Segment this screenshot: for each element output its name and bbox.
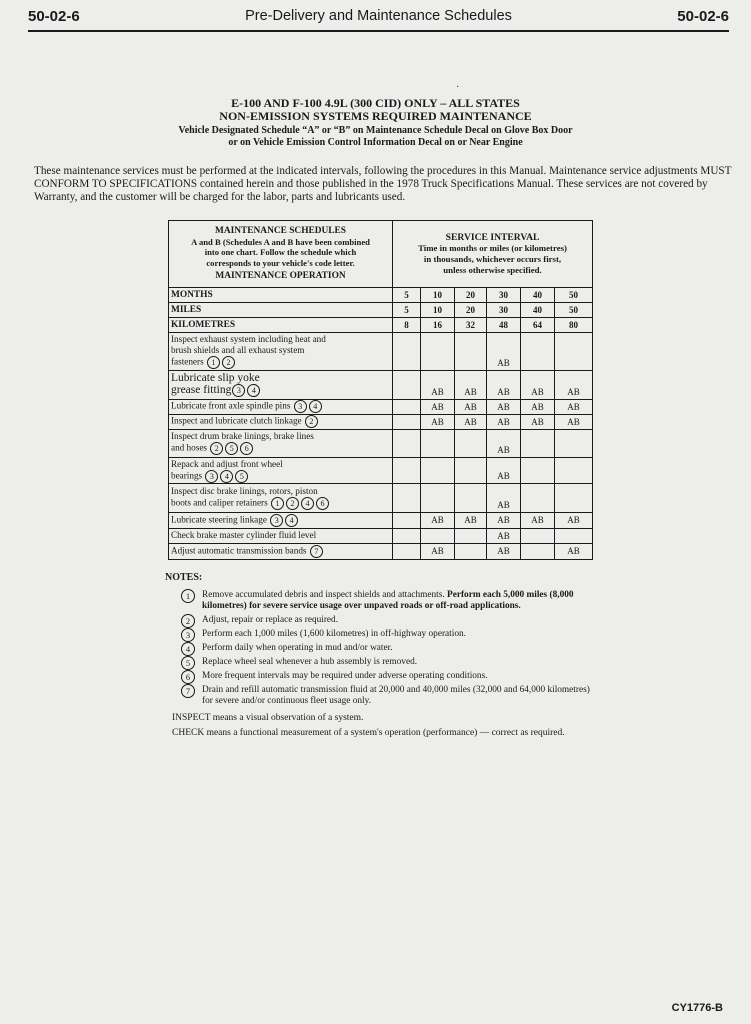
interval-cell — [555, 484, 593, 512]
table-row — [169, 458, 593, 484]
interval-cell: AB — [421, 371, 455, 399]
section-title: Pre-Delivery and Maintenance Schedules — [245, 8, 512, 24]
operation-text: Adjust automatic transmission bands — [171, 545, 307, 556]
operation-text: brush shields and all exhaust system — [171, 345, 305, 356]
note-number: 5 — [181, 656, 195, 670]
operation-text: Inspect and lubricate clutch linkage — [171, 415, 302, 426]
months-value: 10 — [421, 287, 455, 302]
stray-mark: · — [456, 82, 460, 93]
kilometres-value: 16 — [421, 317, 455, 332]
note-number: 4 — [181, 642, 195, 656]
note-ref: 1 — [207, 356, 220, 369]
note-text: More frequent intervals may be required under adverse operating conditions. — [202, 671, 488, 681]
months-value: 40 — [521, 287, 555, 302]
schedule-header-line: MAINTENANCE SCHEDULES — [214, 226, 346, 237]
kilometres-value: 64 — [521, 317, 555, 332]
interval-cell: AB — [555, 512, 593, 528]
operation-cell — [169, 512, 393, 528]
definitions — [172, 713, 602, 742]
interval-cell: AB — [487, 528, 521, 543]
interval-cell: AB — [521, 371, 555, 399]
document-title — [0, 97, 751, 149]
table-row — [169, 371, 593, 399]
interval-cell — [393, 484, 421, 512]
interval-header-line: SERVICE INTERVAL — [445, 231, 540, 243]
interval-cell: AB — [487, 458, 521, 484]
note-ref: 6 — [316, 497, 329, 510]
note-ref: 5 — [235, 470, 248, 483]
interval-cell: AB — [555, 543, 593, 559]
interval-header-cell — [393, 221, 593, 288]
interval-cell — [521, 543, 555, 559]
operation-cell — [169, 458, 393, 484]
note-ref: 6 — [240, 442, 253, 455]
note-item — [180, 671, 600, 682]
note-item — [180, 590, 600, 612]
note-ref: 4 — [301, 497, 314, 510]
notes-list — [180, 590, 600, 710]
operation-text: Lubricate front axle spindle pins — [171, 400, 291, 411]
miles-value: 30 — [487, 302, 521, 317]
interval-cell — [555, 528, 593, 543]
interval-cell — [393, 371, 421, 399]
schedule-header-line: A and B (Schedules A and B have been combined — [191, 236, 370, 247]
interval-cell: AB — [487, 512, 521, 528]
operation-cell — [169, 399, 393, 414]
note-ref: 7 — [310, 545, 323, 558]
interval-cell: AB — [521, 414, 555, 429]
kilometres-label: KILOMETRES — [169, 317, 393, 332]
interval-cell — [393, 399, 421, 414]
kilometres-value: 32 — [455, 317, 487, 332]
interval-cell — [421, 528, 455, 543]
interval-cell: AB — [487, 543, 521, 559]
miles-value: 10 — [421, 302, 455, 317]
note-item — [180, 629, 600, 640]
table-row — [169, 332, 593, 370]
note-ref: 3 — [232, 384, 245, 397]
interval-cell — [555, 332, 593, 370]
note-number: 3 — [181, 628, 195, 642]
miles-value: 50 — [555, 302, 593, 317]
operation-text: Inspect disc brake linings, rotors, piston — [171, 485, 318, 496]
table-row — [169, 484, 593, 512]
interval-cell: AB — [555, 371, 593, 399]
interval-cell — [555, 429, 593, 457]
operation-text: Lubricate slip yoke — [171, 372, 260, 385]
kilometres-value: 80 — [555, 317, 593, 332]
interval-cell — [455, 332, 487, 370]
operation-cell — [169, 429, 393, 457]
interval-cell: AB — [421, 543, 455, 559]
note-number: 2 — [181, 614, 195, 628]
interval-cell — [455, 543, 487, 559]
note-ref: 3 — [294, 400, 307, 413]
operation-cell — [169, 543, 393, 559]
miles-label: MILES — [169, 302, 393, 317]
interval-cell — [421, 458, 455, 484]
kilometres-value: 8 — [393, 317, 421, 332]
months-value: 30 — [487, 287, 521, 302]
interval-cell: AB — [455, 399, 487, 414]
interval-cell — [521, 429, 555, 457]
interval-cell: AB — [421, 399, 455, 414]
page-number-right: 50-02-6 — [677, 8, 729, 25]
table-row — [169, 512, 593, 528]
interval-cell — [393, 458, 421, 484]
intro-paragraph: These maintenance services must be performed at the indicated intervals, following the procedures in this Manual. Maintenance service adjustments MUST CONFORM TO SPECIFICATIONS contained herein and those published in the 1978 Truck Specifications Manual. These services are not covered by Warranty, and the customer will be charged for the labor, parts and lubricants used. — [34, 165, 732, 203]
title-line-4: or on Vehicle Emission Control Information Decal on or Near Engine — [228, 137, 523, 148]
note-ref: 2 — [222, 356, 235, 369]
interval-cell — [455, 458, 487, 484]
kilometres-value: 48 — [487, 317, 521, 332]
interval-cell: AB — [487, 429, 521, 457]
operation-cell — [169, 484, 393, 512]
note-ref: 3 — [205, 470, 218, 483]
page-number-left: 50-02-6 — [28, 8, 80, 25]
interval-cell — [393, 543, 421, 559]
note-text: Remove accumulated debris and inspect shields and attachments. — [202, 590, 448, 600]
operation-text: grease fitting — [171, 384, 232, 397]
note-text-bold: Perform each 5,000 miles (8,000 kilometres) for severe service usage over unpaved roads or off-road applications. — [202, 590, 574, 611]
interval-cell — [455, 484, 487, 512]
table-row — [169, 543, 593, 559]
note-number: 6 — [181, 670, 195, 684]
interval-cell — [521, 484, 555, 512]
months-value: 50 — [555, 287, 593, 302]
interval-cell: AB — [487, 332, 521, 370]
note-ref: 4 — [220, 470, 233, 483]
interval-cell: AB — [487, 399, 521, 414]
operation-cell — [169, 414, 393, 429]
interval-cell — [393, 332, 421, 370]
interval-header-line: unless otherwise specified. — [443, 264, 542, 275]
operation-cell — [169, 332, 393, 370]
operation-text: Inspect drum brake linings, brake lines — [171, 431, 314, 442]
table-row — [169, 528, 593, 543]
interval-cell — [521, 332, 555, 370]
operation-text: bearings — [171, 470, 203, 481]
operation-text: fasteners — [171, 356, 204, 367]
interval-cell: AB — [555, 414, 593, 429]
note-number: 7 — [181, 684, 195, 698]
operation-text: Repack and adjust front wheel — [171, 458, 283, 469]
months-label: MONTHS — [169, 287, 393, 302]
note-ref: 4 — [247, 384, 260, 397]
interval-cell: AB — [487, 484, 521, 512]
table-row — [169, 399, 593, 414]
interval-cell: AB — [421, 512, 455, 528]
interval-cell — [521, 528, 555, 543]
note-text: Drain and refill automatic transmission fluid at 20,000 and 40,000 miles (32,000 and 64,000 kilometres) for severe and/or continuous fleet usage only. — [202, 685, 590, 706]
interval-cell: AB — [487, 371, 521, 399]
interval-cell — [421, 429, 455, 457]
note-item — [180, 657, 600, 668]
interval-cell — [393, 414, 421, 429]
schedule-header-cell — [169, 221, 393, 288]
interval-cell: AB — [521, 399, 555, 414]
table-row — [169, 414, 593, 429]
interval-header-line: in thousands, whichever occurs first, — [423, 253, 562, 264]
title-line-1: E-100 AND F-100 4.9L (300 CID) ONLY – ALL STATES — [231, 96, 520, 110]
operation-text: Inspect exhaust system including heat and — [171, 334, 326, 345]
interval-cell: AB — [455, 414, 487, 429]
maintenance-schedule-table — [168, 220, 593, 560]
interval-cell — [455, 528, 487, 543]
interval-cell — [393, 528, 421, 543]
interval-cell: AB — [555, 399, 593, 414]
inspect-definition: INSPECT means a visual observation of a system. — [172, 713, 364, 723]
notes-heading: NOTES: — [165, 572, 203, 583]
operation-header: MAINTENANCE OPERATION — [215, 271, 346, 282]
operation-text: and hoses — [171, 443, 207, 454]
months-value: 20 — [455, 287, 487, 302]
operation-text: boots and caliper retainers — [171, 497, 268, 508]
note-text: Perform each 1,000 miles (1,600 kilometres) in off-highway operation. — [202, 629, 466, 639]
note-ref: 5 — [225, 442, 238, 455]
note-item — [180, 643, 600, 654]
schedule-header-line: into one chart. Follow the schedule which — [204, 247, 357, 258]
note-item — [180, 615, 600, 626]
interval-cell — [393, 512, 421, 528]
miles-value: 5 — [393, 302, 421, 317]
interval-cell: AB — [521, 512, 555, 528]
figure-code: CY1776-B — [671, 1002, 723, 1014]
note-ref: 4 — [309, 400, 322, 413]
check-definition: CHECK means a functional measurement of a system's operation (performance) — correct as required. — [172, 727, 565, 738]
operation-text: Check brake master cylinder fluid level — [171, 530, 317, 541]
note-text: Replace wheel seal whenever a hub assembly is removed. — [202, 657, 418, 667]
interval-cell — [421, 484, 455, 512]
note-ref: 4 — [285, 514, 298, 527]
title-line-3: Vehicle Designated Schedule “A” or “B” on Maintenance Schedule Decal on Glove Box Door — [178, 125, 573, 136]
title-line-2: NON-EMISSION SYSTEMS REQUIRED MAINTENANCE — [219, 109, 532, 123]
note-ref: 3 — [270, 514, 283, 527]
miles-value: 20 — [455, 302, 487, 317]
operation-text: Lubricate steering linkage — [171, 514, 267, 525]
interval-cell — [421, 332, 455, 370]
note-number: 1 — [181, 589, 195, 603]
months-value: 5 — [393, 287, 421, 302]
operation-cell — [169, 371, 393, 399]
interval-header-line: Time in months or miles (or kilometres) — [418, 242, 567, 253]
note-text: Adjust, repair or replace as required. — [202, 615, 339, 625]
note-ref: 2 — [210, 442, 223, 455]
interval-cell: AB — [487, 414, 521, 429]
interval-cell: AB — [455, 512, 487, 528]
schedule-header-line: corresponds to your vehicle's code letter. — [206, 257, 355, 268]
operation-cell — [169, 528, 393, 543]
interval-cell — [455, 429, 487, 457]
note-ref: 1 — [271, 497, 284, 510]
note-ref: 2 — [305, 415, 318, 428]
note-text: Perform daily when operating in mud and/or water. — [202, 643, 393, 653]
table-row — [169, 429, 593, 457]
page-header — [28, 6, 729, 32]
interval-cell: AB — [455, 371, 487, 399]
interval-cell — [521, 458, 555, 484]
note-item — [180, 685, 600, 707]
miles-value: 40 — [521, 302, 555, 317]
interval-cell: AB — [421, 414, 455, 429]
note-ref: 2 — [286, 497, 299, 510]
interval-cell — [555, 458, 593, 484]
interval-cell — [393, 429, 421, 457]
